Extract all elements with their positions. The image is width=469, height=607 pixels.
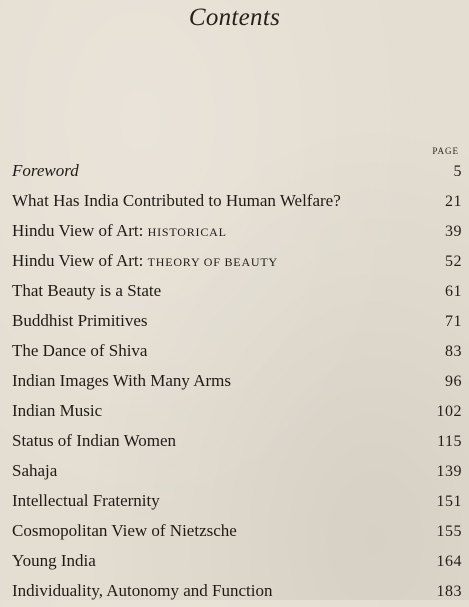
toc-entry-subtitle: THEORY OF BEAUTY xyxy=(147,255,278,269)
toc-entry-title: That Beauty is a State xyxy=(12,281,162,300)
toc-entry-page: 52 xyxy=(445,253,462,270)
toc-entry-title: Foreword xyxy=(12,161,79,180)
toc-entry-title: Indian Images With Many Arms xyxy=(12,371,232,390)
toc-entry-buddhist-primitives xyxy=(12,306,462,336)
toc-entry-page: 61 xyxy=(445,283,462,300)
toc-entry-title: Buddhist Primitives xyxy=(12,311,148,330)
page-column-label: PAGE xyxy=(432,146,459,156)
toc-entry-page: 83 xyxy=(445,343,462,360)
toc-entry-individuality xyxy=(12,576,462,606)
toc-entry-page: 151 xyxy=(436,493,462,510)
toc-entry-title: Sahaja xyxy=(12,461,58,480)
toc-entry-indian-music xyxy=(12,396,462,426)
toc-entry-intellectual-fraternity xyxy=(12,486,462,516)
toc-entry-page: 5 xyxy=(453,163,462,180)
toc-entry-human-welfare xyxy=(12,186,462,216)
toc-entry-page: 96 xyxy=(445,373,462,390)
toc-entry-dance-of-shiva xyxy=(12,336,462,366)
toc-entry-art-theory xyxy=(12,246,462,276)
page-title: Contents xyxy=(188,4,281,31)
toc-entry-title: Intellectual Fraternity xyxy=(12,491,160,510)
toc-entry-subtitle: HISTORICAL xyxy=(147,225,227,239)
toc-entry-art-historical xyxy=(12,216,462,246)
toc-entry-nietzsche xyxy=(12,516,462,546)
toc-entry-page: 183 xyxy=(436,583,462,600)
table-of-contents xyxy=(12,156,462,606)
toc-entry-title: The Dance of Shiva xyxy=(12,341,148,360)
toc-entry-page: 71 xyxy=(445,313,462,330)
toc-entry-title: Young India xyxy=(12,551,96,570)
toc-entry-page: 164 xyxy=(436,553,462,570)
toc-entry-title: Hindu View of Art: HISTORICAL xyxy=(12,221,227,240)
toc-entry-title: Indian Music xyxy=(12,401,103,420)
toc-entry-title: Cosmopolitan View of Nietzsche xyxy=(12,521,237,540)
toc-entry-young-india xyxy=(12,546,462,576)
toc-entry-page: 115 xyxy=(437,433,462,450)
toc-entry-foreword xyxy=(12,156,462,186)
toc-entry-title: Status of Indian Women xyxy=(12,431,177,450)
toc-entry-indian-women xyxy=(12,426,462,456)
toc-entry-page: 155 xyxy=(436,523,462,540)
toc-entry-page: 102 xyxy=(436,403,462,420)
toc-entry-page: 139 xyxy=(436,463,462,480)
toc-entry-many-arms xyxy=(12,366,462,396)
toc-entry-sahaja xyxy=(12,456,462,486)
toc-entry-title: Individuality, Autonomy and Function xyxy=(12,581,273,600)
toc-entry-title: What Has India Contributed to Human Welfare? xyxy=(12,191,341,210)
toc-entry-beauty-state xyxy=(12,276,462,306)
toc-entry-title: Hindu View of Art: THEORY OF BEAUTY xyxy=(12,251,278,270)
toc-entry-page: 39 xyxy=(445,223,462,240)
toc-entry-page: 21 xyxy=(445,193,462,210)
